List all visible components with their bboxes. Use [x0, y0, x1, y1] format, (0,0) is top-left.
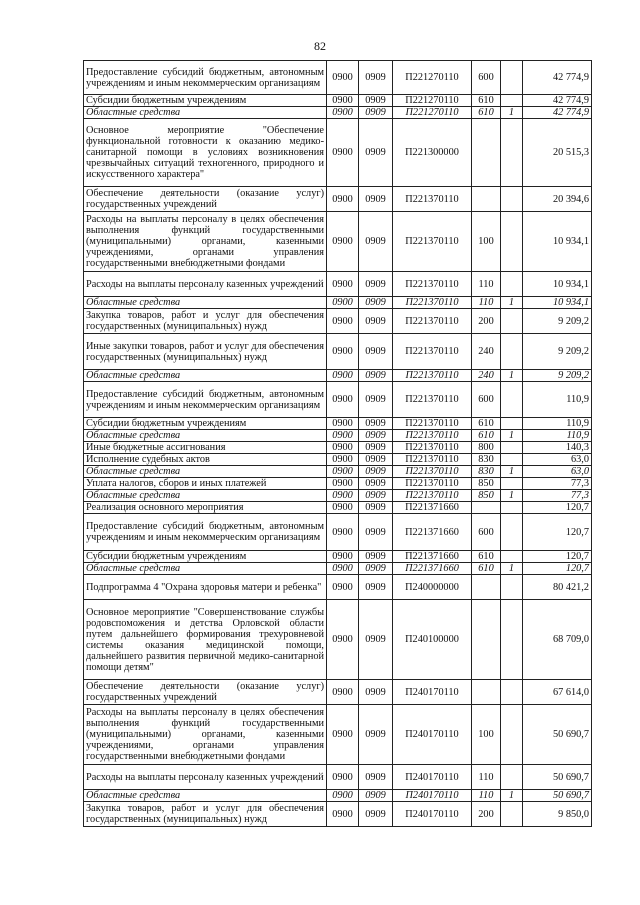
row-name: Областные средства [84, 430, 327, 442]
row-source-code: 1 [501, 297, 523, 309]
row-code-2: 0909 [359, 765, 393, 790]
row-source-code [501, 765, 523, 790]
row-code-1: 0900 [327, 551, 359, 563]
row-name: Субсидии бюджетным учреждениям [84, 95, 327, 107]
row-amount: 63,0 [523, 466, 592, 478]
table-row [84, 119, 592, 187]
row-source-code [501, 334, 523, 370]
row-code-1: 0900 [327, 418, 359, 430]
row-expense-type: 240 [472, 334, 501, 370]
row-code-2: 0909 [359, 418, 393, 430]
row-source-code [501, 502, 523, 514]
row-code-2: 0909 [359, 430, 393, 442]
row-target-code: П240170110 [393, 765, 472, 790]
row-name: Иные закупки товаров, работ и услуг для обеспечения государственных (муниципальных) нужд [84, 334, 327, 370]
row-code-1: 0900 [327, 680, 359, 705]
row-amount: 120,7 [523, 502, 592, 514]
row-code-1: 0900 [327, 119, 359, 187]
row-expense-type: 600 [472, 61, 501, 95]
row-source-code [501, 705, 523, 765]
row-target-code: П221370110 [393, 370, 472, 382]
table-row [84, 600, 592, 680]
row-code-2: 0909 [359, 466, 393, 478]
row-expense-type: 200 [472, 802, 501, 827]
row-expense-type [472, 680, 501, 705]
row-target-code: П221370110 [393, 478, 472, 490]
row-code-2: 0909 [359, 95, 393, 107]
row-name: Подпрограмма 4 "Охрана здоровья матери и ребенка" [84, 575, 327, 600]
row-amount: 20 515,3 [523, 119, 592, 187]
row-name: Предоставление субсидий бюджетным, автономным учреждениям и иным некоммерческим организациям [84, 61, 327, 95]
row-amount: 10 934,1 [523, 272, 592, 297]
row-expense-type: 610 [472, 418, 501, 430]
row-name: Областные средства [84, 790, 327, 802]
row-source-code [501, 442, 523, 454]
row-code-1: 0900 [327, 370, 359, 382]
row-code-2: 0909 [359, 187, 393, 212]
row-amount: 10 934,1 [523, 297, 592, 309]
row-amount: 42 774,9 [523, 107, 592, 119]
row-expense-type: 830 [472, 466, 501, 478]
row-amount: 120,7 [523, 514, 592, 551]
table-row [84, 765, 592, 790]
row-expense-type: 850 [472, 490, 501, 502]
row-code-2: 0909 [359, 563, 393, 575]
row-code-2: 0909 [359, 705, 393, 765]
row-code-2: 0909 [359, 802, 393, 827]
table-row [84, 680, 592, 705]
row-target-code: П221270110 [393, 95, 472, 107]
table-row [84, 490, 592, 502]
table-row [84, 705, 592, 765]
row-code-2: 0909 [359, 107, 393, 119]
table-row [84, 478, 592, 490]
table-row [84, 502, 592, 514]
row-target-code: П240170110 [393, 790, 472, 802]
row-name: Обеспечение деятельности (оказание услуг) государственных учреждений [84, 680, 327, 705]
row-code-2: 0909 [359, 790, 393, 802]
row-expense-type [472, 575, 501, 600]
row-expense-type [472, 187, 501, 212]
row-source-code [501, 187, 523, 212]
row-code-1: 0900 [327, 705, 359, 765]
row-expense-type: 600 [472, 382, 501, 418]
row-name: Субсидии бюджетным учреждениям [84, 418, 327, 430]
row-source-code [501, 680, 523, 705]
row-code-2: 0909 [359, 309, 393, 334]
page-number: 82 [314, 39, 326, 53]
row-target-code: П221370110 [393, 418, 472, 430]
row-name: Расходы на выплаты персоналу в целях обеспечения выполнения функций государственными (муниципальными) органами, казенными учреждениями, органами управления государственными внебюджетными фондами [84, 212, 327, 272]
row-name: Исполнение судебных актов [84, 454, 327, 466]
row-target-code: П240170110 [393, 802, 472, 827]
table-row [84, 334, 592, 370]
row-code-2: 0909 [359, 119, 393, 187]
row-target-code: П221370110 [393, 297, 472, 309]
row-amount: 120,7 [523, 551, 592, 563]
table-row [84, 187, 592, 212]
table-row [84, 466, 592, 478]
row-amount: 50 690,7 [523, 790, 592, 802]
row-expense-type: 610 [472, 107, 501, 119]
row-expense-type [472, 502, 501, 514]
row-source-code: 1 [501, 107, 523, 119]
row-code-2: 0909 [359, 490, 393, 502]
row-source-code [501, 95, 523, 107]
row-name: Расходы на выплаты персоналу в целях обеспечения выполнения функций государственными (муниципальными) органами, казенными учреждениями, органами управления государственными внебюджетными фондами [84, 705, 327, 765]
row-amount: 63,0 [523, 454, 592, 466]
row-amount: 77,3 [523, 490, 592, 502]
row-code-2: 0909 [359, 334, 393, 370]
row-amount: 9 850,0 [523, 802, 592, 827]
table-row [84, 454, 592, 466]
row-code-2: 0909 [359, 478, 393, 490]
row-name: Закупка товаров, работ и услуг для обеспечения государственных (муниципальных) нужд [84, 309, 327, 334]
row-source-code [501, 212, 523, 272]
row-code-1: 0900 [327, 107, 359, 119]
row-amount: 20 394,6 [523, 187, 592, 212]
row-source-code [501, 309, 523, 334]
row-target-code: П221370110 [393, 212, 472, 272]
row-expense-type: 110 [472, 790, 501, 802]
row-target-code: П221370110 [393, 272, 472, 297]
row-name: Уплата налогов, сборов и иных платежей [84, 478, 327, 490]
row-source-code [501, 514, 523, 551]
row-source-code [501, 478, 523, 490]
row-code-2: 0909 [359, 382, 393, 418]
row-code-2: 0909 [359, 212, 393, 272]
budget-table [83, 60, 592, 827]
row-target-code: П221370110 [393, 187, 472, 212]
row-code-2: 0909 [359, 61, 393, 95]
row-code-2: 0909 [359, 600, 393, 680]
row-source-code: 1 [501, 430, 523, 442]
row-name: Иные бюджетные ассигнования [84, 442, 327, 454]
table-row [84, 95, 592, 107]
row-expense-type: 850 [472, 478, 501, 490]
row-source-code [501, 61, 523, 95]
row-amount: 68 709,0 [523, 600, 592, 680]
row-target-code: П221370110 [393, 466, 472, 478]
row-target-code: П221370110 [393, 442, 472, 454]
row-name: Расходы на выплаты персоналу казенных учреждений [84, 272, 327, 297]
row-expense-type [472, 600, 501, 680]
row-source-code [501, 119, 523, 187]
row-expense-type: 830 [472, 454, 501, 466]
row-amount: 50 690,7 [523, 705, 592, 765]
row-target-code: П221370110 [393, 382, 472, 418]
row-amount: 120,7 [523, 563, 592, 575]
row-source-code: 1 [501, 563, 523, 575]
table-row [84, 802, 592, 827]
row-name: Областные средства [84, 297, 327, 309]
row-target-code: П221270110 [393, 61, 472, 95]
row-amount: 10 934,1 [523, 212, 592, 272]
row-target-code: П221270110 [393, 107, 472, 119]
row-code-1: 0900 [327, 765, 359, 790]
row-code-1: 0900 [327, 297, 359, 309]
row-code-1: 0900 [327, 600, 359, 680]
row-source-code: 1 [501, 370, 523, 382]
row-code-2: 0909 [359, 502, 393, 514]
row-name: Основное мероприятие "Совершенствование службы родовспоможения и детства Орловской области путем дальнейшего формирования трехуровневой системы оказания медицинской помощи, дальнейшего развития первичной медико-санитарной помощи детям" [84, 600, 327, 680]
row-name: Областные средства [84, 563, 327, 575]
row-code-1: 0900 [327, 802, 359, 827]
row-code-2: 0909 [359, 297, 393, 309]
row-code-2: 0909 [359, 680, 393, 705]
row-expense-type: 110 [472, 297, 501, 309]
row-name: Расходы на выплаты персоналу казенных учреждений [84, 765, 327, 790]
row-source-code [501, 575, 523, 600]
row-target-code: П221300000 [393, 119, 472, 187]
row-target-code: П221370110 [393, 430, 472, 442]
row-target-code: П240170110 [393, 705, 472, 765]
table-row [84, 790, 592, 802]
row-name: Предоставление субсидий бюджетным, автономным учреждениям и иным некоммерческим организациям [84, 382, 327, 418]
row-name: Областные средства [84, 466, 327, 478]
row-expense-type: 100 [472, 212, 501, 272]
row-expense-type: 610 [472, 563, 501, 575]
row-code-2: 0909 [359, 442, 393, 454]
table-row [84, 382, 592, 418]
row-code-2: 0909 [359, 514, 393, 551]
row-name: Основное мероприятие "Обеспечение функциональной готовности к оказанию медико-санитарной помощи в условиях возникновения чрезвычайных ситуаций техногенного, природного и искусственного характера" [84, 119, 327, 187]
row-amount: 110,9 [523, 430, 592, 442]
row-expense-type: 110 [472, 272, 501, 297]
row-amount: 77,3 [523, 478, 592, 490]
row-code-1: 0900 [327, 61, 359, 95]
row-amount: 80 421,2 [523, 575, 592, 600]
row-target-code: П221370110 [393, 309, 472, 334]
table-row [84, 370, 592, 382]
row-source-code: 1 [501, 466, 523, 478]
row-target-code: П240100000 [393, 600, 472, 680]
row-expense-type: 800 [472, 442, 501, 454]
row-code-1: 0900 [327, 430, 359, 442]
row-expense-type [472, 119, 501, 187]
table-row [84, 212, 592, 272]
row-expense-type: 610 [472, 551, 501, 563]
row-name: Реализация основного мероприятия [84, 502, 327, 514]
row-name: Субсидии бюджетным учреждениям [84, 551, 327, 563]
row-code-1: 0900 [327, 575, 359, 600]
row-target-code: П221370110 [393, 490, 472, 502]
table-row [84, 272, 592, 297]
row-code-2: 0909 [359, 370, 393, 382]
row-code-2: 0909 [359, 272, 393, 297]
row-amount: 9 209,2 [523, 370, 592, 382]
row-source-code [501, 418, 523, 430]
row-amount: 110,9 [523, 382, 592, 418]
table-row [84, 551, 592, 563]
row-target-code: П221370110 [393, 334, 472, 370]
row-target-code: П221371660 [393, 563, 472, 575]
row-source-code [501, 454, 523, 466]
table-row [84, 442, 592, 454]
row-code-2: 0909 [359, 454, 393, 466]
row-name: Предоставление субсидий бюджетным, автономным учреждениям и иным некоммерческим организациям [84, 514, 327, 551]
table-row [84, 418, 592, 430]
row-expense-type: 610 [472, 430, 501, 442]
row-source-code [501, 272, 523, 297]
row-name: Областные средства [84, 107, 327, 119]
row-amount: 42 774,9 [523, 95, 592, 107]
table-row [84, 575, 592, 600]
table-row [84, 297, 592, 309]
row-source-code [501, 551, 523, 563]
table-row [84, 514, 592, 551]
row-code-1: 0900 [327, 334, 359, 370]
row-amount: 50 690,7 [523, 765, 592, 790]
row-amount: 67 614,0 [523, 680, 592, 705]
table-row [84, 430, 592, 442]
row-code-2: 0909 [359, 551, 393, 563]
row-code-1: 0900 [327, 382, 359, 418]
row-code-1: 0900 [327, 514, 359, 551]
row-target-code: П221371660 [393, 514, 472, 551]
row-code-1: 0900 [327, 212, 359, 272]
row-code-1: 0900 [327, 563, 359, 575]
row-amount: 140,3 [523, 442, 592, 454]
row-target-code: П221371660 [393, 502, 472, 514]
row-target-code: П221371660 [393, 551, 472, 563]
row-name: Закупка товаров, работ и услуг для обеспечения государственных (муниципальных) нужд [84, 802, 327, 827]
row-expense-type: 110 [472, 765, 501, 790]
table-row [84, 309, 592, 334]
row-name: Областные средства [84, 490, 327, 502]
row-code-1: 0900 [327, 466, 359, 478]
row-code-1: 0900 [327, 187, 359, 212]
row-amount: 9 209,2 [523, 309, 592, 334]
row-code-1: 0900 [327, 454, 359, 466]
row-code-1: 0900 [327, 790, 359, 802]
table-row [84, 61, 592, 95]
row-code-1: 0900 [327, 309, 359, 334]
row-expense-type: 200 [472, 309, 501, 334]
row-expense-type: 600 [472, 514, 501, 551]
row-expense-type: 240 [472, 370, 501, 382]
row-code-1: 0900 [327, 502, 359, 514]
row-target-code: П240170110 [393, 680, 472, 705]
row-target-code: П240000000 [393, 575, 472, 600]
row-amount: 9 209,2 [523, 334, 592, 370]
row-name: Областные средства [84, 370, 327, 382]
table-row [84, 107, 592, 119]
row-expense-type: 610 [472, 95, 501, 107]
row-source-code: 1 [501, 790, 523, 802]
row-code-1: 0900 [327, 478, 359, 490]
row-code-1: 0900 [327, 490, 359, 502]
row-source-code [501, 802, 523, 827]
row-amount: 42 774,9 [523, 61, 592, 95]
row-source-code [501, 600, 523, 680]
row-source-code [501, 382, 523, 418]
row-code-1: 0900 [327, 95, 359, 107]
row-amount: 110,9 [523, 418, 592, 430]
table-row [84, 563, 592, 575]
row-target-code: П221370110 [393, 454, 472, 466]
row-code-2: 0909 [359, 575, 393, 600]
row-expense-type: 100 [472, 705, 501, 765]
row-code-1: 0900 [327, 272, 359, 297]
row-name: Обеспечение деятельности (оказание услуг) государственных учреждений [84, 187, 327, 212]
row-source-code: 1 [501, 490, 523, 502]
row-code-1: 0900 [327, 442, 359, 454]
